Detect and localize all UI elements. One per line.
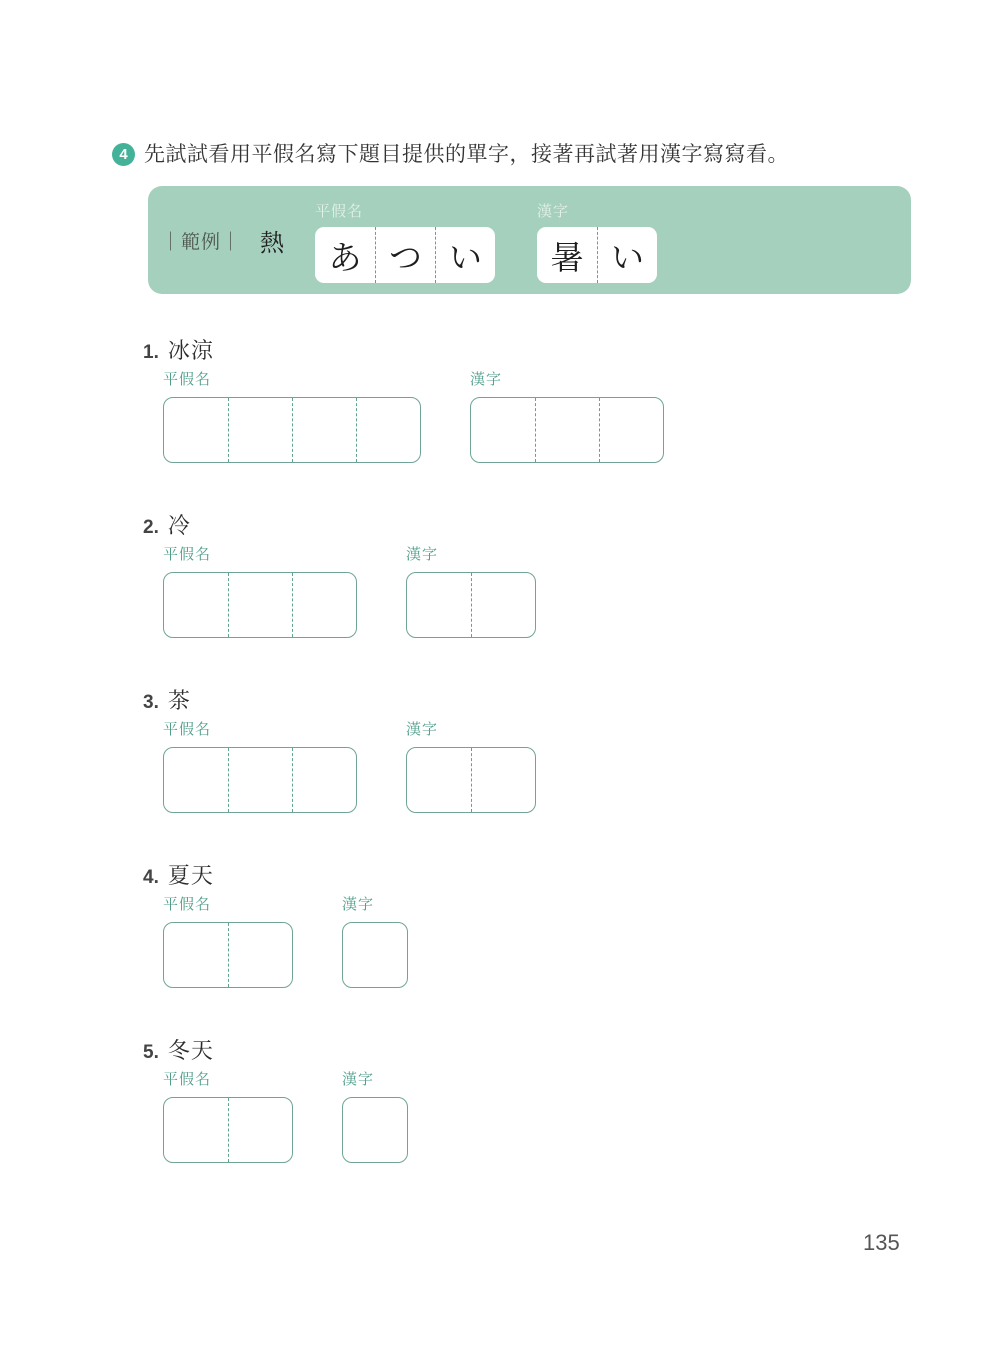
kanji-label: 漢字 (537, 203, 570, 220)
kanji-answer-box (406, 572, 536, 638)
exercise-title (143, 684, 536, 712)
page-number: 135 (863, 1230, 900, 1255)
answer-cell (599, 398, 663, 462)
example-left-group (161, 186, 284, 294)
answer-cell (228, 923, 292, 987)
kanji-answer-box (342, 922, 408, 988)
hiragana-label: 平假名 (163, 371, 212, 388)
answer-row (163, 543, 536, 638)
answer-cell (343, 1098, 407, 1162)
example-cell: 暑 (550, 240, 584, 277)
answer-cell (228, 573, 292, 637)
exercise-word: 夏天 (167, 863, 214, 888)
exercise-3 (143, 684, 536, 813)
instruction-text: 先試試看用平假名寫下題目提供的單字，接著再試著用漢字寫寫看。 (144, 142, 789, 166)
hiragana-label: 平假名 (163, 546, 212, 563)
kanji-label: 漢字 (406, 546, 439, 563)
hiragana-answer-box (163, 1097, 293, 1163)
kanji-label: 漢字 (342, 1071, 375, 1088)
exercise-number: 2. (143, 517, 159, 538)
answer-row (163, 368, 664, 463)
exercise-title (143, 334, 664, 362)
answer-cell (471, 573, 535, 637)
answer-cell (228, 748, 292, 812)
answer-cell (164, 1098, 228, 1162)
hiragana-column (163, 718, 357, 813)
hiragana-answer-box (163, 397, 421, 463)
exercise-number: 1. (143, 342, 159, 363)
example-cell: い (597, 227, 657, 283)
exercise-word: 茶 (167, 688, 191, 713)
example-word: 熱 (260, 230, 285, 257)
answer-cell (228, 1098, 292, 1162)
answer-cell (407, 748, 471, 812)
exercise-number: 4. (143, 867, 159, 888)
example-kanji-box (537, 227, 657, 283)
answer-cell (164, 923, 228, 987)
exercise-1 (143, 334, 664, 463)
example-cell: つ (375, 227, 435, 283)
answer-row (163, 718, 536, 813)
answer-cell (535, 398, 599, 462)
answer-cell (292, 398, 356, 462)
kanji-column (342, 893, 408, 988)
hiragana-label: 平假名 (163, 1071, 212, 1088)
example-hiragana-box (315, 227, 495, 283)
hiragana-label: 平假名 (315, 203, 364, 220)
answer-cell (471, 748, 535, 812)
hiragana-label: 平假名 (163, 896, 212, 913)
exercise-number: 3. (143, 692, 159, 713)
hiragana-column (163, 893, 293, 988)
hiragana-column (163, 543, 357, 638)
answer-cell (292, 573, 356, 637)
hiragana-label: 平假名 (163, 721, 212, 738)
exercise-title (143, 509, 536, 537)
example-cell: い (435, 227, 495, 283)
example-cell: あ (328, 240, 362, 277)
hiragana-column (163, 368, 421, 463)
kanji-column (406, 718, 536, 813)
kanji-answer-box (470, 397, 664, 463)
example-kanji-column (537, 200, 657, 283)
answer-cell (471, 398, 535, 462)
answer-cell (164, 573, 228, 637)
instruction-row (112, 141, 789, 168)
exercise-2 (143, 509, 536, 638)
answer-cell (407, 573, 471, 637)
example-label: ｜範例｜ (161, 231, 242, 253)
example-panel (148, 186, 911, 294)
kanji-label: 漢字 (342, 896, 375, 913)
kanji-answer-box (406, 747, 536, 813)
answer-cell (164, 398, 228, 462)
hiragana-column (163, 1068, 293, 1163)
kanji-column (406, 543, 536, 638)
exercise-5 (143, 1034, 408, 1163)
exercise-title (143, 859, 408, 887)
kanji-label: 漢字 (470, 371, 503, 388)
exercise-number: 5. (143, 1042, 159, 1063)
answer-cell (164, 748, 228, 812)
hiragana-answer-box (163, 572, 357, 638)
answer-cell (356, 398, 420, 462)
example-hiragana-column (315, 200, 495, 283)
kanji-answer-box (342, 1097, 408, 1163)
exercise-word: 冷 (167, 513, 191, 538)
answer-cell (228, 398, 292, 462)
hiragana-answer-box (163, 922, 293, 988)
step-number-badge: 4 (112, 143, 135, 166)
exercise-word: 冰涼 (167, 338, 214, 363)
hiragana-answer-box (163, 747, 357, 813)
kanji-label: 漢字 (406, 721, 439, 738)
exercise-title (143, 1034, 408, 1062)
answer-cell (292, 748, 356, 812)
exercise-4 (143, 859, 408, 988)
kanji-column (342, 1068, 408, 1163)
kanji-column (470, 368, 664, 463)
answer-row (163, 1068, 408, 1163)
exercise-word: 冬天 (167, 1038, 214, 1063)
answer-cell (343, 923, 407, 987)
answer-row (163, 893, 408, 988)
